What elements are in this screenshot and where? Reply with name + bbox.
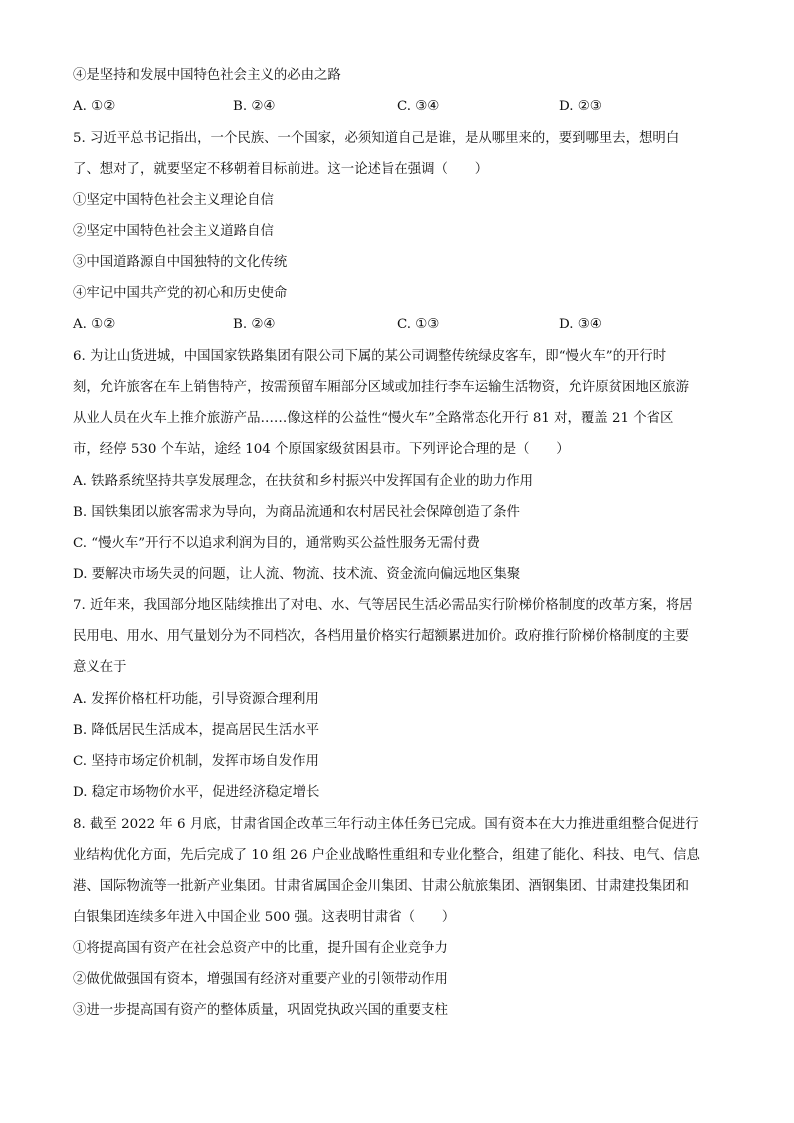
q4-option-c: C. ③④ [397,99,440,114]
q5-stem-line-2: 了、想对了，就要坚定不移朝着目标前进。这一论述旨在强调（ ） [73,162,489,177]
q6-stem-line-1: 6. 为让山货进城，中国国家铁路集团有限公司下属的某公司调整传统绿皮客车，即“慢火车”的开行时 [73,349,667,364]
q5-options [73,315,723,335]
q5-statement-3: ③中国道路源自中国独特的文化传统 [73,255,288,270]
q7-choice-c: C. 坚持市场定价机制，发挥市场自发作用 [73,754,319,769]
q7-stem-line-2: 民用电、用水、用气量划分为不同档次，各档用量价格实行超额累进加价。政府推行阶梯价格制度的主要 [73,629,689,644]
q5-statement-1: ①坚定中国特色社会主义理论自信 [73,193,274,208]
q6-choice-d: D. 要解决市场失灵的问题，让人流、物流、技术流、资金流向偏远地区集聚 [73,567,521,582]
q7-stem-line-1: 7. 近年来，我国部分地区陆续推出了对电、水、气等居民生活必需品实行阶梯价格制度的改革方案，将居 [73,598,693,613]
q5-option-d: D. ③④ [559,317,602,332]
q5-option-b: B. ②④ [233,317,276,332]
q5-stem-line-1: 5. 习近平总书记指出，一个民族、一个国家，必须知道自己是谁，是从哪里来的，要到哪里去，想明白 [73,131,680,146]
q8-stem-line-1: 8. 截至 2022 年 6 月底，甘肃省国企改革三年行动主体任务已完成。国有资本在大力推进重组整合促进行 [73,817,699,832]
q6-stem-line-2: 刻，允许旅客在车上销售特产，按需预留车厢部分区域或加挂行李车运输生活物资，允许原贫困地区旅游 [73,380,689,395]
q6-stem-line-4: 市，经停 530 个车站，途经 104 个原国家级贫困县市。下列评论合理的是（ ） [73,442,570,457]
q5-statement-4: ④牢记中国共产党的初心和历史使命 [73,286,288,301]
q4-options [73,97,723,117]
q6-choice-a: A. 铁路系统坚持共享发展理念，在扶贫和乡村振兴中发挥国有企业的助力作用 [73,474,534,489]
q5-option-a: A. ①② [73,317,116,332]
q6-choice-b: B. 国铁集团以旅客需求为导向，为商品流通和农村居民社会保障创造了条件 [73,505,520,520]
q6-stem-line-3: 从业人员在火车上推介旅游产品……像这样的公益性“慢火车”全路常态化开行 81 对，覆盖 21 个省区 [73,411,674,426]
q8-stem-line-3: 港、国际物流等一批新产业集团。甘肃省属国企金川集团、甘肃公航旅集团、酒钢集团、甘肃建投集团和 [73,879,689,894]
q8-stem-line-2: 业结构优化方面，先后完成了 10 组 26 户企业战略性重组和专业化整合，组建了能化、科技、电气、信息 [73,848,700,863]
q4-option-a: A. ①② [73,99,116,114]
q7-choice-d: D. 稳定市场物价水平，促进经济稳定增长 [73,785,320,800]
q7-stem-line-3: 意义在于 [73,660,127,675]
q4-option-b: B. ②④ [233,99,276,114]
q4-statement-4: ④是坚持和发展中国特色社会主义的必由之路 [73,68,341,83]
q4-option-d: D. ②③ [559,99,602,114]
q8-stem-line-4: 白银集团连续多年进入中国企业 500 强。这表明甘肃省（ ） [73,910,456,925]
q7-choice-a: A. 发挥价格杠杆功能，引导资源合理利用 [73,692,319,707]
q7-choice-b: B. 降低居民生活成本，提高居民生活水平 [73,723,319,738]
q5-statement-2: ②坚定中国特色社会主义道路自信 [73,224,274,239]
q8-statement-1: ①将提高国有资产在社会总资产中的比重，提升国有企业竞争力 [73,941,448,956]
q5-option-c: C. ①③ [397,317,440,332]
q6-choice-c: C. “慢火车”开行不以追求利润为目的，通常购买公益性服务无需付费 [73,536,480,551]
q8-statement-3: ③进一步提高国有资产的整体质量，巩固党执政兴国的重要支柱 [73,1003,448,1018]
q8-statement-2: ②做优做强国有资本，增强国有经济对重要产业的引领带动作用 [73,972,448,987]
